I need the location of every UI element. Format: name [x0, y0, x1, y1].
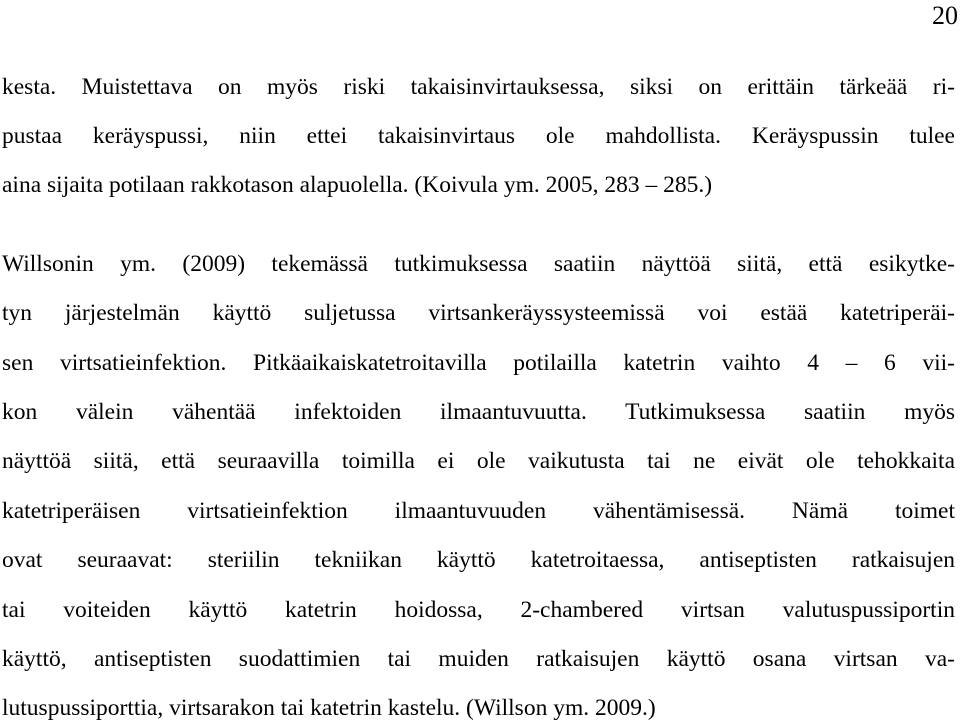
- paragraph-2-line-9: käyttö, antiseptisten suodattimien tai muiden ratkaisujen käyttö osana virtsan va-: [2, 646, 955, 672]
- paragraph-2-line-4: kon välein vähentää infektoiden ilmaantuvuutta. Tutkimuksessa saatiin myös: [2, 399, 955, 425]
- paragraph-1-line-1: kesta. Muistettava on myös riski takaisinvirtauksessa, siksi on erittäin tärkeää ri-: [2, 74, 955, 100]
- paragraph-2-line-2: tyn järjestelmän käyttö suljetussa virtsankeräyssysteemissä voi estää katetriperäi-: [2, 300, 955, 326]
- paragraph-2-line-3: sen virtsatieinfektion. Pitkäaikaiskatetroitavilla potilailla katetrin vaihto 4 – 6 vii-: [2, 350, 955, 376]
- page-number: 20: [932, 1, 958, 30]
- paragraph-1-line-2: pustaa keräyspussi, niin ettei takaisinvirtaus ole mahdollista. Keräyspussin tulee: [2, 123, 955, 149]
- paragraph-2-line-7: ovat seuraavat: steriilin tekniikan käyttö katetroitaessa, antiseptisten ratkaisujen: [2, 547, 955, 573]
- paragraph-2-line-8: tai voiteiden käyttö katetrin hoidossa, 2-chambered virtsan valutuspussiportin: [2, 597, 955, 623]
- paragraph-2-line-10: lutuspussiporttia, virtsarakon tai katetrin kastelu. (Willson ym. 2009.): [2, 695, 656, 721]
- paragraph-2-line-5: näyttöä siitä, että seuraavilla toimilla ei ole vaikutusta tai ne eivät ole tehokkaita: [2, 448, 955, 474]
- paragraph-2-line-6: katetriperäisen virtsatieinfektion ilmaantuvuuden vähentämisessä. Nämä toimet: [2, 498, 955, 524]
- paragraph-2-line-1: Willsonin ym. (2009) tekemässä tutkimuksessa saatiin näyttöä siitä, että esikytke-: [2, 251, 955, 277]
- paragraph-1-line-3: aina sijaita potilaan rakkotason alapuolella. (Koivula ym. 2005, 283 – 285.): [2, 172, 713, 198]
